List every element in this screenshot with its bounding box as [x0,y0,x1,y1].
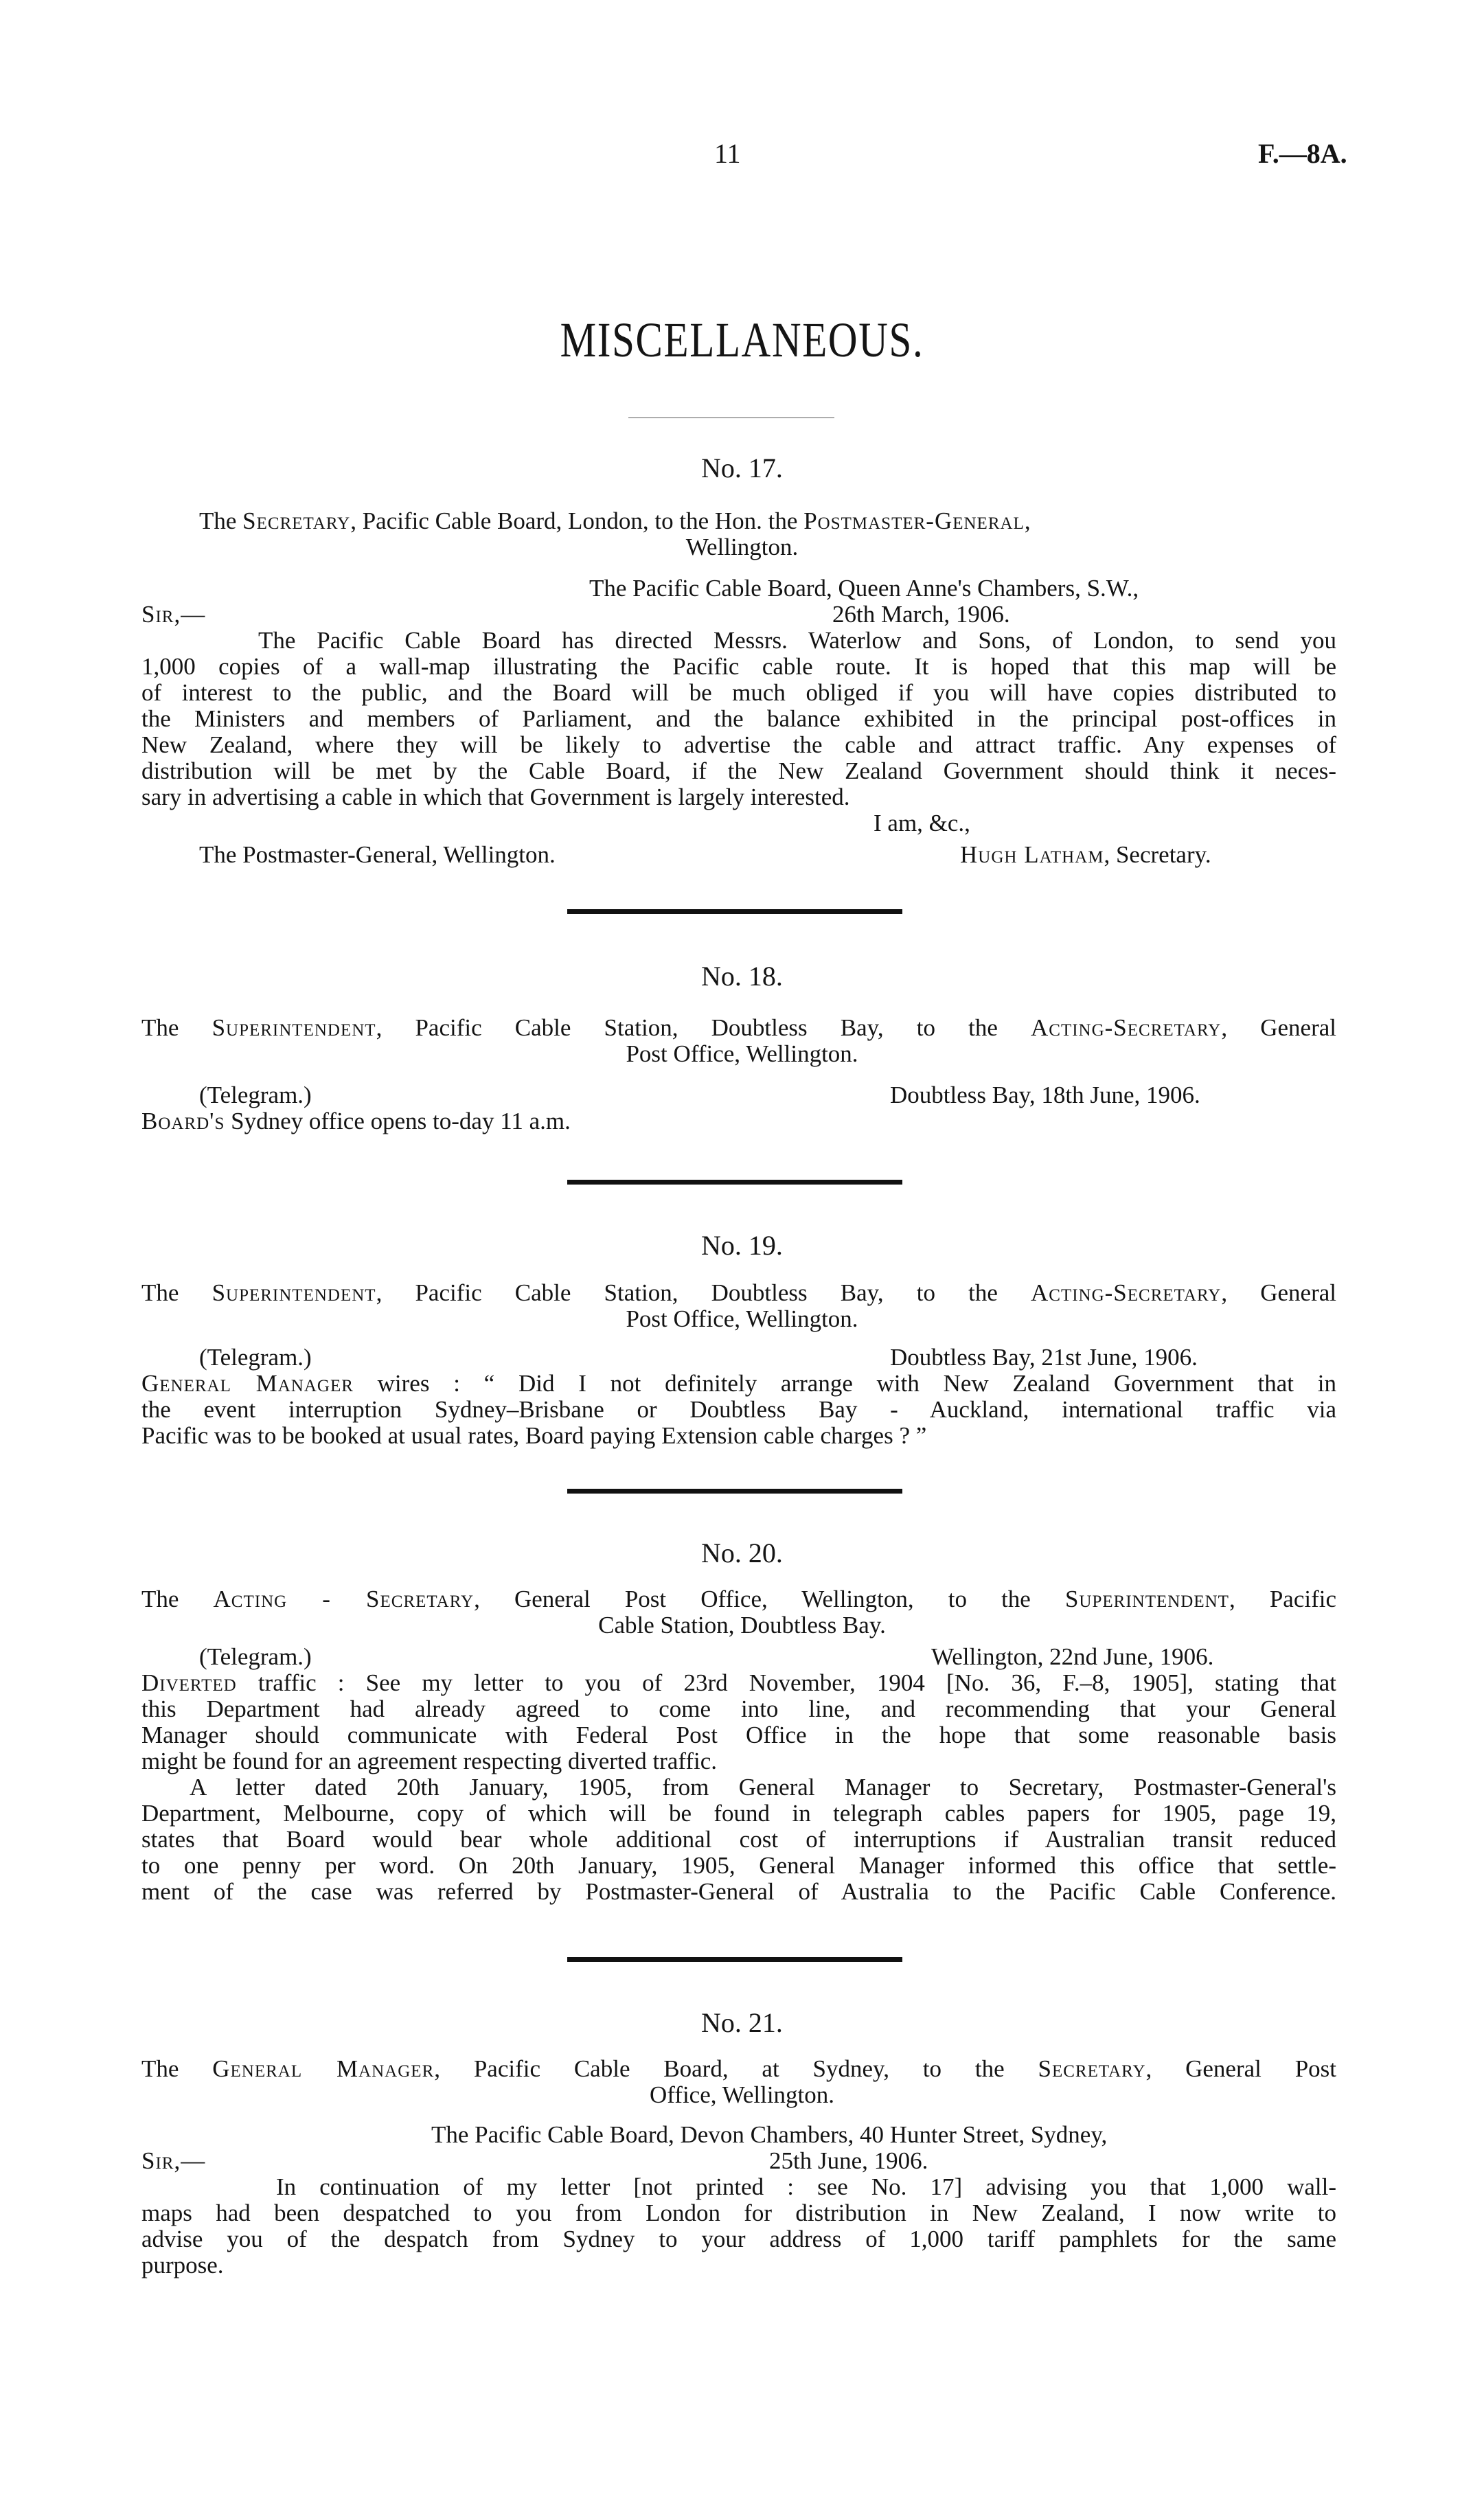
closing: I am, &c., [874,810,970,836]
signature: Hugh Latham, Secretary. [960,841,1211,868]
telegram-label: (Telegram.) [199,1082,312,1108]
telegram-body: General Manager wires : “ Did I not definitely arrange with New Zealand Government that in the event interruption Sydney–Brisbane or Doubtless Bay - Auckland, international traffic via Pacific was to be booked at usual rates, Board paying Extension cable charges ? ” [141,1370,1336,1449]
letter-address-continued: Post Office, Wellington. [626,1040,858,1067]
telegram-label: (Telegram.) [199,1643,312,1670]
telegram-body: Diverted traffic : See my letter to you of 23rd November, 1904 [No. 36, F.–8, 1905], stating that this Department had already agreed to come into line, and recommending that your General Manager should communicate with Federal Post Office in the hope that some reasonable basis might be found for an agreement respecting diverted traffic. A letter dated 20th January, 1905, from General Manager to Secretary, Postmaster-General's Department, Melbourne, copy of which will be found in telegraph cables papers for 1905, page 19, states that Board would bear whole additional cost of interruptions if Australian transit reduced to one penny per word. On 20th January, 1905, General Manager informed this office that settle- ment of the case was referred by Postmaster-General of Australia to the Pacific Cable Conference. [141,1669,1336,1905]
place-date: Wellington, 22nd June, 1906. [931,1643,1214,1670]
letter-address-line: The Acting - Secretary, General Post Office, Wellington, to the Superintendent, Pacific [141,1586,1336,1612]
telegram-body: Board's Sydney office opens to-day 11 a.m. [141,1108,571,1134]
letter-date: 25th June, 1906. [769,2147,928,2174]
section-divider [567,909,902,914]
letter-address-line: The Superintendent, Pacific Cable Station, Doubtless Bay, to the Acting-Secretary, General [141,1014,1336,1041]
page-number: 11 [714,138,741,169]
letter-address-continued: Wellington. [685,534,799,560]
salutation: Sir,— [141,2147,206,2174]
letter-address-continued: Office, Wellington. [649,2081,835,2108]
letter-number: No. 17. [701,453,783,483]
letter-address-continued: Cable Station, Doubtless Bay. [598,1612,886,1638]
letter-address-line: The General Manager, Pacific Cable Board, at Sydney, to the Secretary, General Post [141,2055,1336,2082]
letter-number: No. 21. [701,2007,783,2038]
letter-origin: The Pacific Cable Board, Queen Anne's Chambers, S.W., [589,575,1139,602]
section-divider [567,1957,902,1962]
letter-origin: The Pacific Cable Board, Devon Chambers, 40 Hunter Street, Sydney, [431,2121,1108,2148]
letter-number: No. 19. [701,1230,783,1261]
document-reference: F.—8A. [1258,138,1347,169]
salutation: Sir,— [141,601,206,628]
place-date: Doubtless Bay, 18th June, 1906. [890,1082,1200,1108]
letter-address-line: The Superintendent, Pacific Cable Station, Doubtless Bay, to the Acting-Secretary, General [141,1279,1336,1306]
recipient: The Postmaster-General, Wellington. [199,841,556,868]
letter-number: No. 20. [701,1538,783,1568]
letter-body: The Pacific Cable Board has directed Messrs. Waterlow and Sons, of London, to send you 1,000 copies of a wall-map illustrating the Pacific cable route. It is hoped that this map will be of interest to the public, and the Board will be much obliged if you will have copies distributed to the Ministers and members of Parliament, and the balance exhibited in the principal post-offices in New Zealand, where they will be likely to advertise the cable and attract traffic. Any expenses of distribution will be met by the Cable Board, if the New Zealand Government should think it neces- sary in advertising a cable in which that Government is largely interested. [141,627,1336,810]
letter-number: No. 18. [701,961,783,992]
section-divider [567,1180,902,1185]
letter-address-continued: Post Office, Wellington. [626,1305,858,1332]
letter-date: 26th March, 1906. [832,601,1010,628]
place-date: Doubtless Bay, 21st June, 1906. [890,1344,1198,1371]
letter-body: In continuation of my letter [not printed : see No. 17] advising you that 1,000 wall- maps had been despatched to you from London for distribution in New Zealand, I now write to advise you of the despatch from Sydney to your address of 1,000 tariff pamphlets for the same purpose. [141,2173,1336,2278]
section-divider [567,1489,902,1494]
telegram-label: (Telegram.) [199,1344,312,1371]
section-title: MISCELLANEOUS. [560,312,924,367]
letter-address-line: The Secretary, Pacific Cable Board, London, to the Hon. the Postmaster-General, [199,507,1031,534]
